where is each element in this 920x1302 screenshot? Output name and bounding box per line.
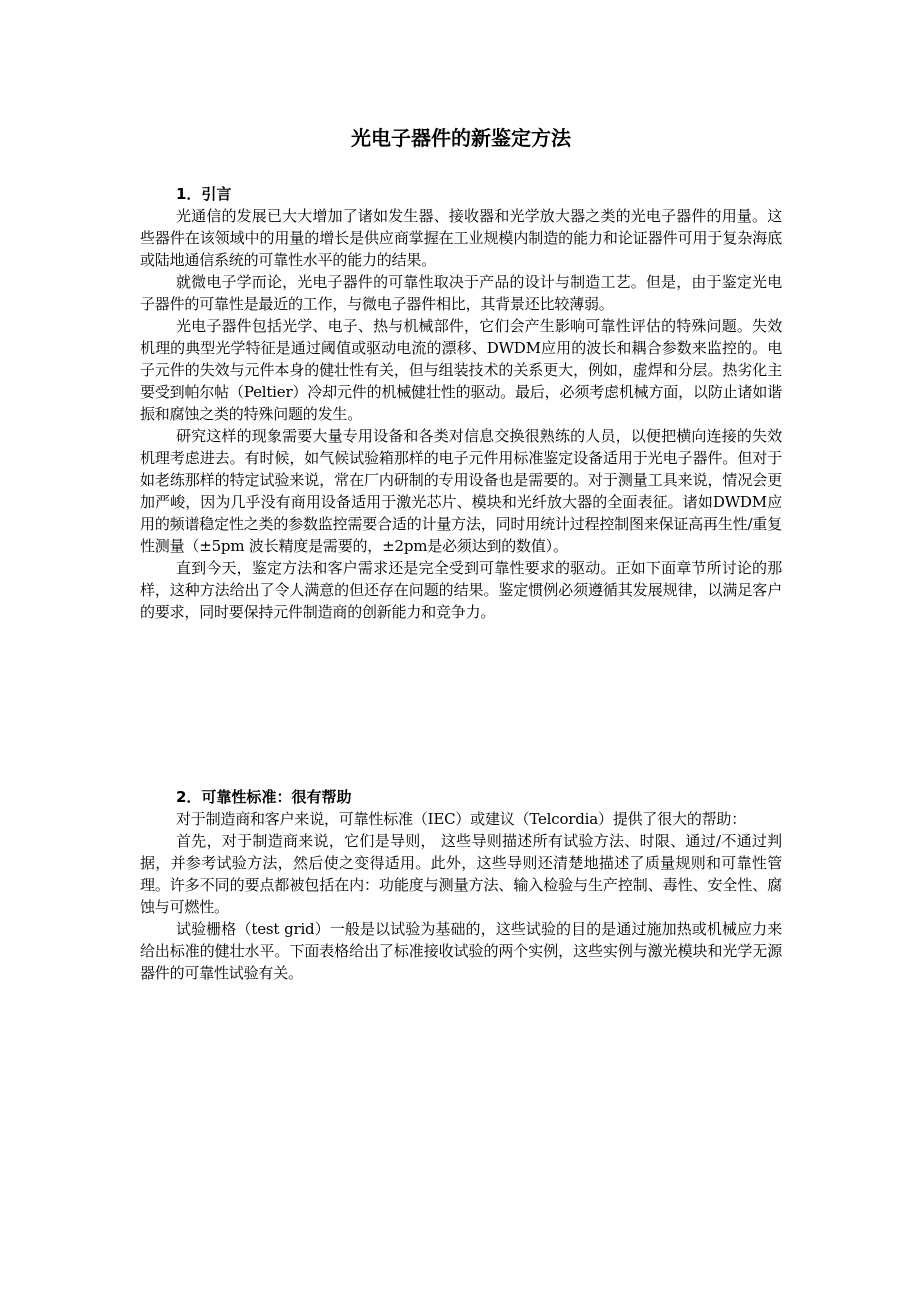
paragraph: 就微电子学而论，光电子器件的可靠性取决于产品的设计与制造工艺。但是，由于鉴定光电子器件的可靠性是最近的工作，与微电子器件相比，其背景还比较薄弱。 [140, 273, 782, 313]
section-heading: 2．可靠性标准：很有帮助 [176, 788, 352, 806]
document-title: 光电子器件的新鉴定方法 [351, 126, 571, 150]
section-introduction [140, 183, 782, 623]
paragraph: 光电子器件包括光学、电子、热与机械部件，它们会产生影响可靠性评估的特殊问题。失效机理的典型光学特征是通过阈值或驱动电流的漂移、DWDM应用的波长和耦合参数来监控的。电子元件的失效与元件本身的健壮性有关，但与组装技术的关系更大，例如，虚焊和分层。热劣化主要受到帕尔帖（Peltier）冷却元件的机械健壮性的驱动。最后，必须考虑机械方面，以防止诸如谐振和腐蚀之类的特殊问题的发生。 [140, 317, 782, 423]
paragraph: 对于制造商和客户来说，可靠性标准（IEC）或建议（Telcordia）提供了很大的帮助： [176, 810, 747, 828]
section-heading: 1．引言 [176, 185, 232, 203]
paragraph: 研究这样的现象需要大量专用设备和各类对信息交换很熟练的人员，以便把横向连接的失效机理考虑进去。有时候，如气候试验箱那样的电子元件用标准鉴定设备适用于光电子器件。但对于如老练那样的特定试验来说，常在厂内研制的专用设备也是需要的。对于测量工具来说，情况会更加严峻，因为几乎没有商用设备适用于激光芯片、模块和光纤放大器的全面表征。诸如DWDM应用的频谱稳定性之类的参数监控需要合适的计量方法，同时用统计过程控制图来保证高再生性/重复性测量（±5pm 波长精度是需要的，±2pm是必须达到的数值）。 [140, 427, 782, 555]
paragraph: 直到今天，鉴定方法和客户需求还是完全受到可靠性要求的驱动。正如下面章节所讨论的那样，这种方法给出了令人满意的但还存在问题的结果。鉴定惯例必须遵循其发展规律，以满足客户的要求，同时要保持元件制造商的创新能力和竞争力。 [140, 559, 782, 621]
paragraph: 首先，对于制造商来说，它们是导则， 这些导则描述所有试验方法、时限、通过/不通过判据，并参考试验方法，然后使之变得适用。此外，这些导则还清楚地描述了质量规则和可靠性管理。许多不同的要点都被包括在内：功能度与测量方法、输入检验与生产控制、毒性、安全性、腐蚀与可燃性。 [140, 832, 782, 916]
paragraph: 光通信的发展已大大增加了诸如发生器、接收器和光学放大器之类的光电子器件的用量。这些器件在该领域中的用量的增长是供应商掌握在工业规模内制造的能力和论证器件可用于复杂海底或陆地通信系统的可靠性水平的能力的结果。 [140, 207, 782, 269]
section-reliability-standards [140, 786, 782, 984]
paragraph: 试验栅格（test grid）一般是以试验为基础的，这些试验的目的是通过施加热或机械应力来给出标准的健壮水平。下面表格给出了标准接收试验的两个实例，这些实例与激光模块和光学无源器件的可靠性试验有关。 [140, 920, 782, 982]
